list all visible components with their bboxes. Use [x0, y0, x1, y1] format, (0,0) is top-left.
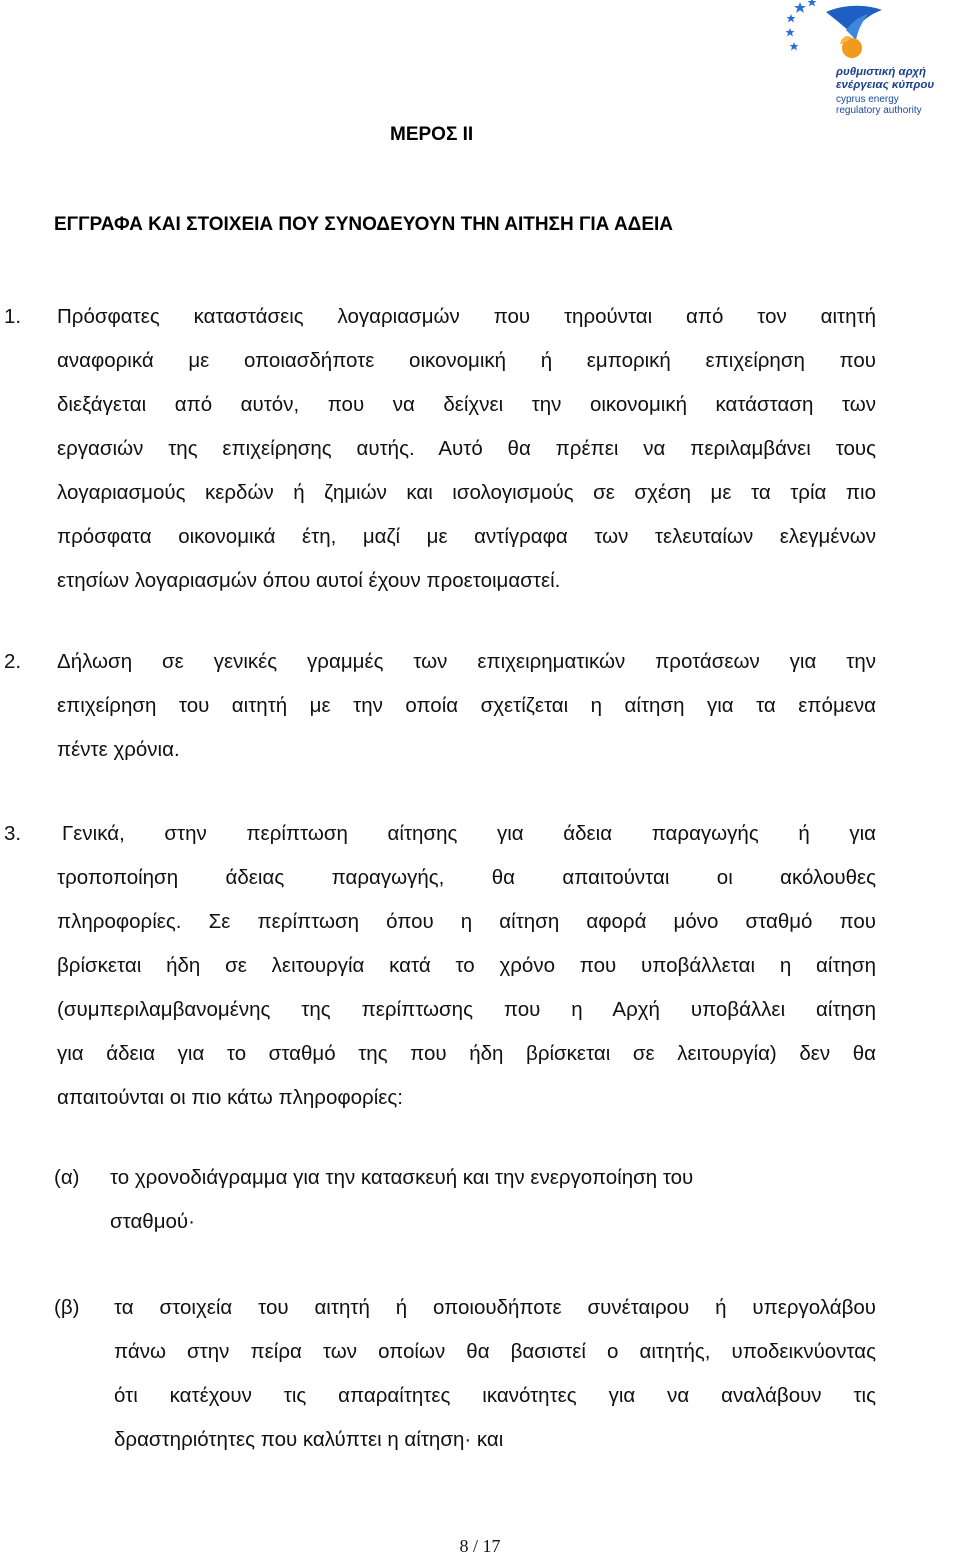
item-3-line: (συμπεριλαμβανομένης της περίπτωσης που η Αρχή υποβάλλει αίτηση	[57, 998, 876, 1021]
item-1-line: ετησίων λογαριασμών όπου αυτοί έχουν προετοιμαστεί.	[57, 569, 561, 592]
subitem-a	[110, 1156, 830, 1244]
subitem-b-label: (β)	[54, 1296, 80, 1319]
item-1-line: αναφορικά με οποιασδήποτε οικονομική ή εμπορική επιχείρηση που	[57, 349, 876, 372]
item-3-line: απαιτούνται οι πιο κάτω πληροφορίες:	[57, 1086, 403, 1109]
logo-text-greek-1: ρυθμιστική αρχή	[836, 66, 927, 78]
item-2-line: επιχείρηση του αιτητή με την οποία σχετίζεται η αίτηση για τα επόμενα	[57, 694, 876, 717]
logo-text-english-2: regulatory authority	[836, 105, 922, 116]
item-2-number: 2.	[4, 650, 22, 673]
logo-emblem-icon	[786, 0, 960, 70]
item-2	[4, 640, 876, 772]
part-heading: ΜΕΡΟΣ ΙΙ	[390, 124, 474, 145]
subitem-b-line: ότι κατέχουν τις απαραίτητες ικανότητες για να αναλάβουν τις	[114, 1384, 876, 1407]
item-1-line: εργασιών της επιχείρησης αυτής. Αυτό θα πρέπει να περιλαμβάνει τους	[57, 437, 876, 460]
subitem-b-line: πάνω στην πείρα των οποίων θα βασιστεί ο αιτητής, υποδεικνύοντας	[114, 1340, 876, 1363]
subitem-b-line: δραστηριότητες που καλύπτει η αίτηση· και	[114, 1428, 504, 1451]
logo-text-english-1: cyprus energy	[836, 94, 899, 105]
subitem-a-label: (α)	[54, 1166, 80, 1189]
cera-logo	[786, 0, 960, 122]
item-3-line: Γενικά, στην περίπτωση αίτησης για άδεια παραγωγής ή για	[62, 822, 876, 845]
item-2-line: πέντε χρόνια.	[57, 738, 180, 761]
page-number: 8 / 17	[459, 1536, 501, 1556]
logo-text-greek-2: ενέργειας κύπρου	[836, 79, 935, 91]
item-3-number: 3.	[4, 822, 22, 845]
item-3-line: για άδεια για το σταθμό της που ήδη βρίσκεται σε λειτουργία) δεν θα	[57, 1042, 876, 1065]
item-2-line: Δήλωση σε γενικές γραμμές των επιχειρηματικών προτάσεων για την	[57, 650, 876, 673]
item-3-line: βρίσκεται ήδη σε λειτουργία κατά το χρόνο που υποβάλλεται η αίτηση	[57, 954, 876, 977]
subitem-b-line: τα στοιχεία του αιτητή ή οποιουδήποτε συνέταιρου ή υπεργολάβου	[114, 1296, 876, 1319]
item-3-line: πληροφορίες. Σε περίπτωση όπου η αίτηση αφορά μόνο σταθμό που	[57, 910, 876, 933]
item-1-line: λογαριασμούς κερδών ή ζημιών και ισολογισμούς σε σχέση με τα τρία πιο	[57, 481, 876, 504]
item-3	[4, 812, 876, 1120]
item-1-line: Πρόσφατες καταστάσεις λογαριασμών που τηρούνται από τον αιτητή	[57, 305, 876, 328]
section-heading: ΕΓΓΡΑΦΑ ΚΑΙ ΣΤΟΙΧΕΙΑ ΠΟΥ ΣΥΝΟΔΕΥΟΥΝ ΤΗΝ ΑΙΤΗΣΗ ΓΙΑ ΑΔΕΙΑ	[54, 214, 674, 235]
subitem-a-line: το χρονοδιάγραμμα για την κατασκευή και την ενεργοποίηση του	[110, 1166, 694, 1189]
item-3-line: τροποποίηση άδειας παραγωγής, θα απαιτούνται οι ακόλουθες	[57, 866, 876, 889]
item-1-number: 1.	[4, 305, 22, 328]
item-1-line: διεξάγεται από αυτόν, που να δείχνει την οικονομική κατάσταση των	[57, 393, 876, 416]
subitem-b	[114, 1286, 876, 1462]
subitem-a-line: σταθμού·	[110, 1210, 195, 1233]
item-1	[4, 295, 876, 603]
item-1-line: πρόσφατα οικονομικά έτη, μαζί με αντίγραφα των τελευταίων ελεγμένων	[57, 525, 876, 548]
